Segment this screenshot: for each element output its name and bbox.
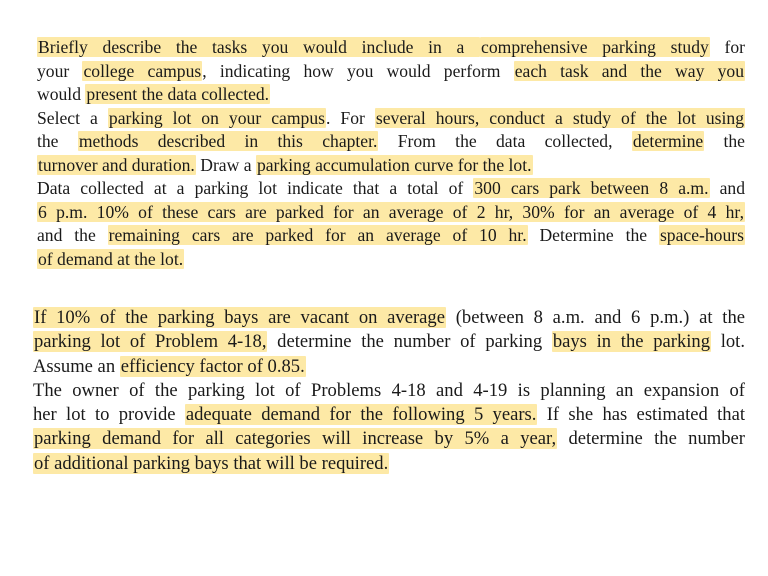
highlighted-text: determine <box>632 131 704 151</box>
text-line <box>33 306 745 330</box>
text-line <box>33 330 745 354</box>
highlighted-text: turnover and duration. <box>38 154 195 175</box>
text-segment: the <box>37 131 78 151</box>
highlighted-text: parking accumulation curve for the lot. <box>256 154 532 175</box>
highlighted-text: methods described in this chapter. <box>78 131 378 151</box>
text-segment: (between 8 a.m. and 6 p.m.) at the <box>445 307 745 328</box>
text-segment: the <box>704 131 745 151</box>
highlighted-text: present the data collected. <box>86 84 270 104</box>
text-line <box>37 177 745 201</box>
text-line <box>37 83 745 107</box>
highlighted-text: remaining cars are parked for an average of 10 hr. <box>108 225 527 245</box>
text-segment: for <box>709 37 745 57</box>
text-segment: determine the number <box>557 428 745 450</box>
text-segment: Determine the <box>527 225 659 245</box>
text-segment: would <box>37 84 86 104</box>
highlighted-text: parking lot on your campus <box>108 107 325 128</box>
text-segment: and the <box>37 225 108 245</box>
text-line <box>33 403 745 427</box>
highlighted-text: comprehensive parking study <box>481 37 709 57</box>
problem-paragraph <box>37 107 745 178</box>
problem-paragraph <box>33 306 745 379</box>
highlighted-text: space-hours <box>659 225 744 245</box>
highlighted-text: of additional parking bays that will be required. <box>34 452 389 474</box>
highlighted-text: college campus <box>83 60 202 81</box>
highlighted-text: parking lot of Problem 4-18, <box>34 331 267 353</box>
problem-paragraph <box>37 36 745 107</box>
text-line <box>37 60 745 84</box>
highlighted-text: 6 p.m. 10% of these cars are parked for an average of 2 hr, 30% for an average of 4 hr, <box>38 201 744 222</box>
highlighted-text: each task and the way you <box>514 60 744 81</box>
problem-block-lower <box>33 306 745 476</box>
text-line <box>37 224 745 248</box>
text-segment: determine the number of parking <box>267 331 552 353</box>
text-segment: Select a <box>37 107 108 128</box>
highlighted-text: of demand at the lot. <box>38 248 184 269</box>
text-segment: Assume an <box>33 355 120 377</box>
text-segment: If she has estimated that <box>537 404 745 426</box>
text-line <box>33 427 745 451</box>
highlighted-text: parking demand for all categories will increase by 5% a year, <box>34 428 557 450</box>
text-line <box>33 355 745 379</box>
problem-block-upper <box>37 36 745 271</box>
text-segment: . For <box>325 107 375 128</box>
text-line <box>37 154 745 178</box>
problem-paragraph <box>33 379 745 476</box>
text-line <box>37 107 745 131</box>
highlighted-text: If 10% of the parking bays are vacant on average <box>34 307 445 328</box>
text-line <box>37 248 745 272</box>
highlighted-text: adequate demand for the following 5 years. <box>185 404 537 426</box>
text-segment: The owner of the parking lot of Problems 4-18 and 4-19 is planning an expansion of <box>33 379 745 401</box>
text-segment: Data collected at a parking lot indicate that a total of <box>37 178 474 198</box>
text-segment: your <box>37 60 83 81</box>
problem-paragraph <box>37 177 745 271</box>
text-line <box>37 201 745 225</box>
text-segment: , indicating how you would perform <box>202 60 514 81</box>
text-line <box>33 379 745 403</box>
text-line <box>37 130 745 154</box>
highlighted-text: bays in the parking <box>552 331 710 353</box>
text-line <box>37 36 745 60</box>
text-line <box>33 452 745 476</box>
highlighted-text: 300 cars park between 8 a.m. <box>474 178 709 198</box>
text-segment: lot. <box>711 331 745 353</box>
text-segment: and <box>709 178 745 198</box>
text-segment: her lot to provide <box>33 404 185 426</box>
highlighted-text: efficiency factor of 0.85. <box>120 355 305 377</box>
text-segment: From the data collected, <box>378 131 632 151</box>
highlighted-text: several hours, conduct a study of the lot using <box>375 107 745 128</box>
highlighted-text: Briefly describe the tasks you would include in a <box>38 37 480 57</box>
text-segment: Draw a <box>195 154 256 175</box>
